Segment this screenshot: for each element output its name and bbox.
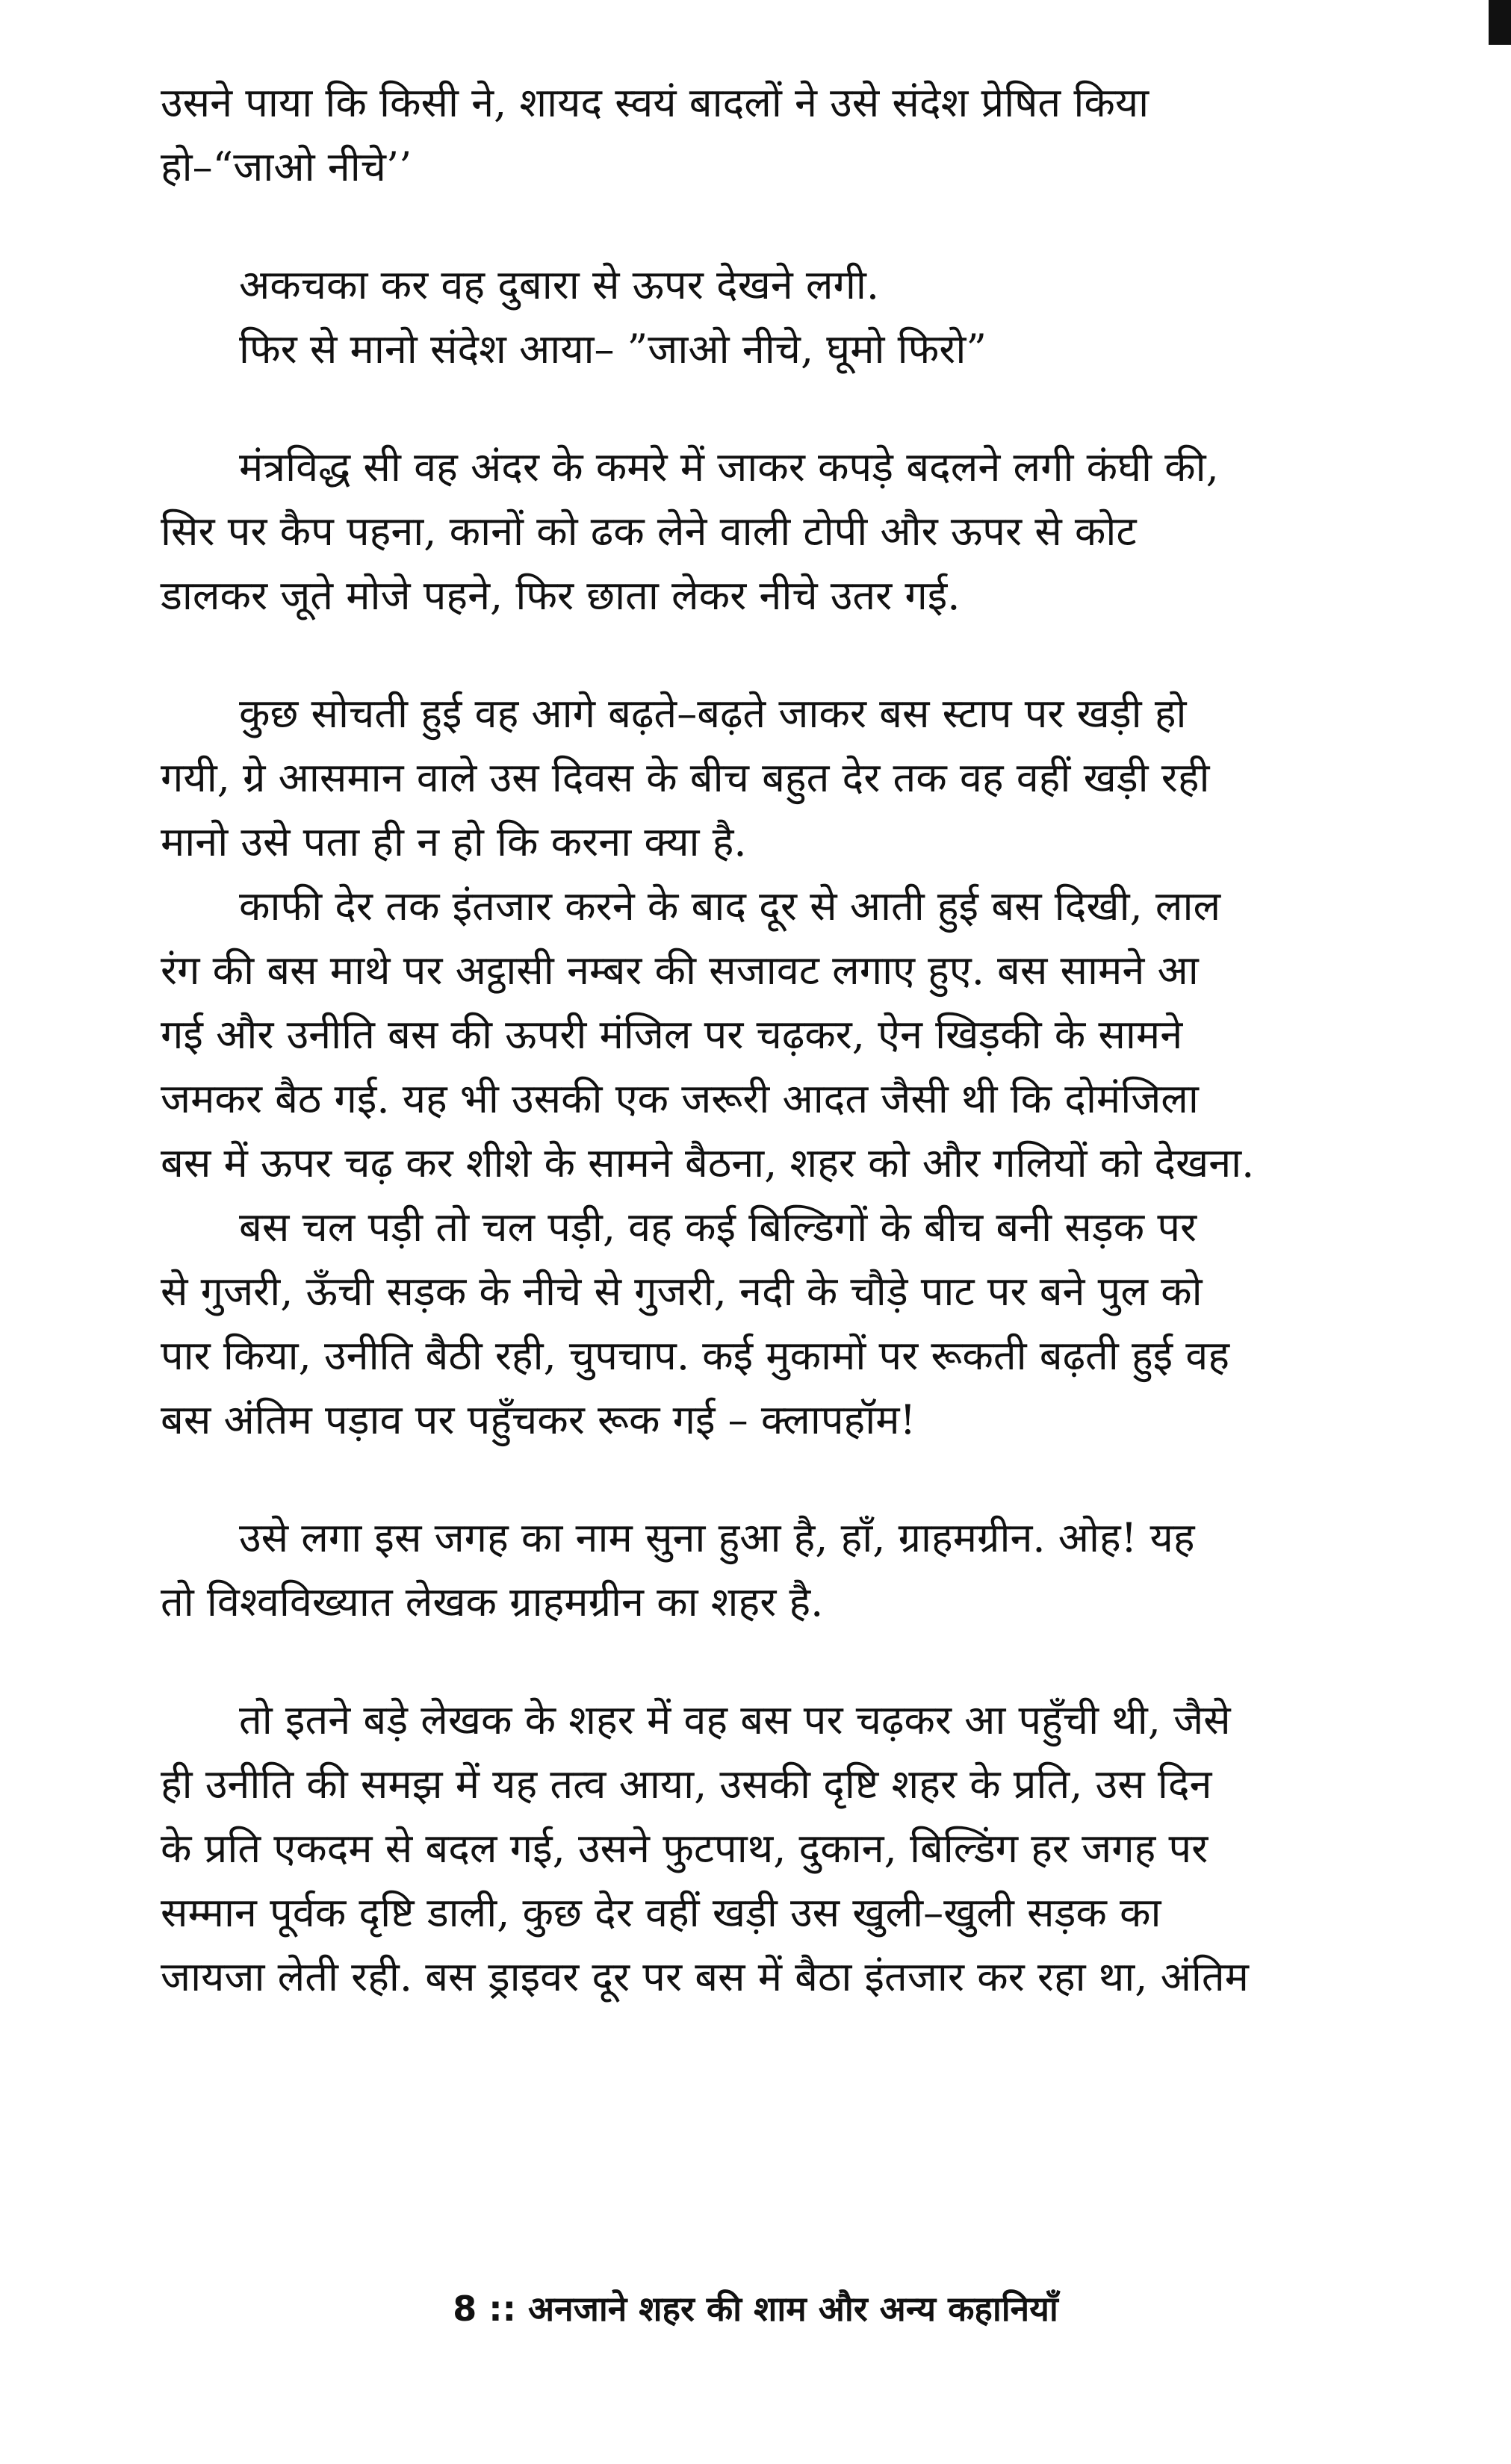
text-line: कुछ सोचती हुई वह आगे बढ़ते–बढ़ते जाकर बस स्टाप पर खड़ी हो (239, 690, 1187, 737)
page-edge-mark (1489, 0, 1511, 45)
text-line: अकचका कर वह दुबारा से ऊपर देखने लगी. (239, 261, 880, 308)
page-body (161, 71, 1430, 2009)
text-line: सिर पर कैप पहना, कानों को ढक लेने वाली टोपी और ऊपर से कोट (161, 508, 1137, 555)
page-footer: 8 :: अनजाने शहर की शाम और अन्य कहानियाँ (453, 2289, 1058, 2329)
text-line: मानो उसे पता ही न हो कि करना क्या है. (161, 818, 747, 865)
text-line: मंत्रविद्ध सी वह अंदर के कमरे में जाकर कपड़े बदलने लगी कंघी की, (239, 444, 1219, 491)
text-line: काफी देर तक इंतजार करने के बाद दूर से आती हुई बस दिखी, लाल (239, 883, 1221, 930)
text-line: जायजा लेती रही. बस ड्राइवर दूर पर बस में बैठा इंतजार कर रहा था, अंतिम (161, 1953, 1249, 2000)
text-line: रंग की बस माथे पर अट्ठासी नम्बर की सजावट लगाए हुए. बस सामने आ (161, 947, 1199, 994)
paragraph-1 (161, 71, 1430, 199)
text-line: गई और उनीति बस की ऊपरी मंजिल पर चढ़कर, ऐन खिड़की के सामने (161, 1011, 1183, 1058)
paragraph-4 (161, 682, 1430, 1452)
text-line: पार किया, उनीति बैठी रही, चुपचाप. कई मुकामों पर रूकती बढ़ती हुई वह (161, 1332, 1230, 1379)
text-line: से गुजरी, ऊँची सड़क के नीचे से गुजरी, नदी के चौड़े पाट पर बने पुल को (161, 1268, 1203, 1315)
text-line: डालकर जूते मोजे पहने, फिर छाता लेकर नीचे उतर गई. (161, 572, 961, 619)
text-line: उसने पाया कि किसी ने, शायद स्वयं बादलों ने उसे संदेश प्रेषित किया (161, 79, 1149, 126)
paragraph-5 (161, 1506, 1430, 1634)
text-line: जमकर बैठ गई. यह भी उसकी एक जरूरी आदत जैसी थी कि दोमंजिला (161, 1075, 1199, 1122)
paragraph-3 (161, 435, 1430, 628)
paragraph-2 (161, 253, 1430, 382)
text-line: फिर से मानो संदेश आया– ”जाओ नीचे, घूमो फिरो” (239, 326, 987, 373)
text-line: बस में ऊपर चढ़ कर शीशे के सामने बैठना, शहर को और गलियों को देखना. (161, 1139, 1255, 1186)
text-line: गयी, ग्रे आसमान वाले उस दिवस के बीच बहुत देर तक वह वहीं खड़ी रही (161, 754, 1210, 801)
paragraph-6 (161, 1688, 1430, 2009)
text-line: तो इतने बड़े लेखक के शहर में वह बस पर चढ़कर आ पहुँची थी, जैसे (239, 1696, 1231, 1743)
text-line: बस चल पड़ी तो चल पड़ी, वह कई बिल्डिगों के बीच बनी सड़क पर (239, 1204, 1197, 1251)
text-line: हो–“जाओ नीचे’’ (161, 143, 412, 190)
text-line: सम्मान पूर्वक दृष्टि डाली, कुछ देर वहीं खड़ी उस खुली–खुली सड़क का (161, 1889, 1161, 1936)
text-line: ही उनीति की समझ में यह तत्व आया, उसकी दृष्टि शहर के प्रति, उस दिन (161, 1761, 1212, 1808)
text-line: बस अंतिम पड़ाव पर पहुँचकर रूक गई – क्लापहॉम! (161, 1396, 916, 1443)
text-line: उसे लगा इस जगह का नाम सुना हुआ है, हाँ, ग्राहमग्रीन. ओह! यह (239, 1514, 1195, 1561)
text-line: के प्रति एकदम से बदल गई, उसने फुटपाथ, दुकान, बिल्डिंग हर जगह पर (161, 1825, 1209, 1872)
text-line: तो विश्वविख्यात लेखक ग्राहमग्रीन का शहर है. (161, 1578, 824, 1625)
